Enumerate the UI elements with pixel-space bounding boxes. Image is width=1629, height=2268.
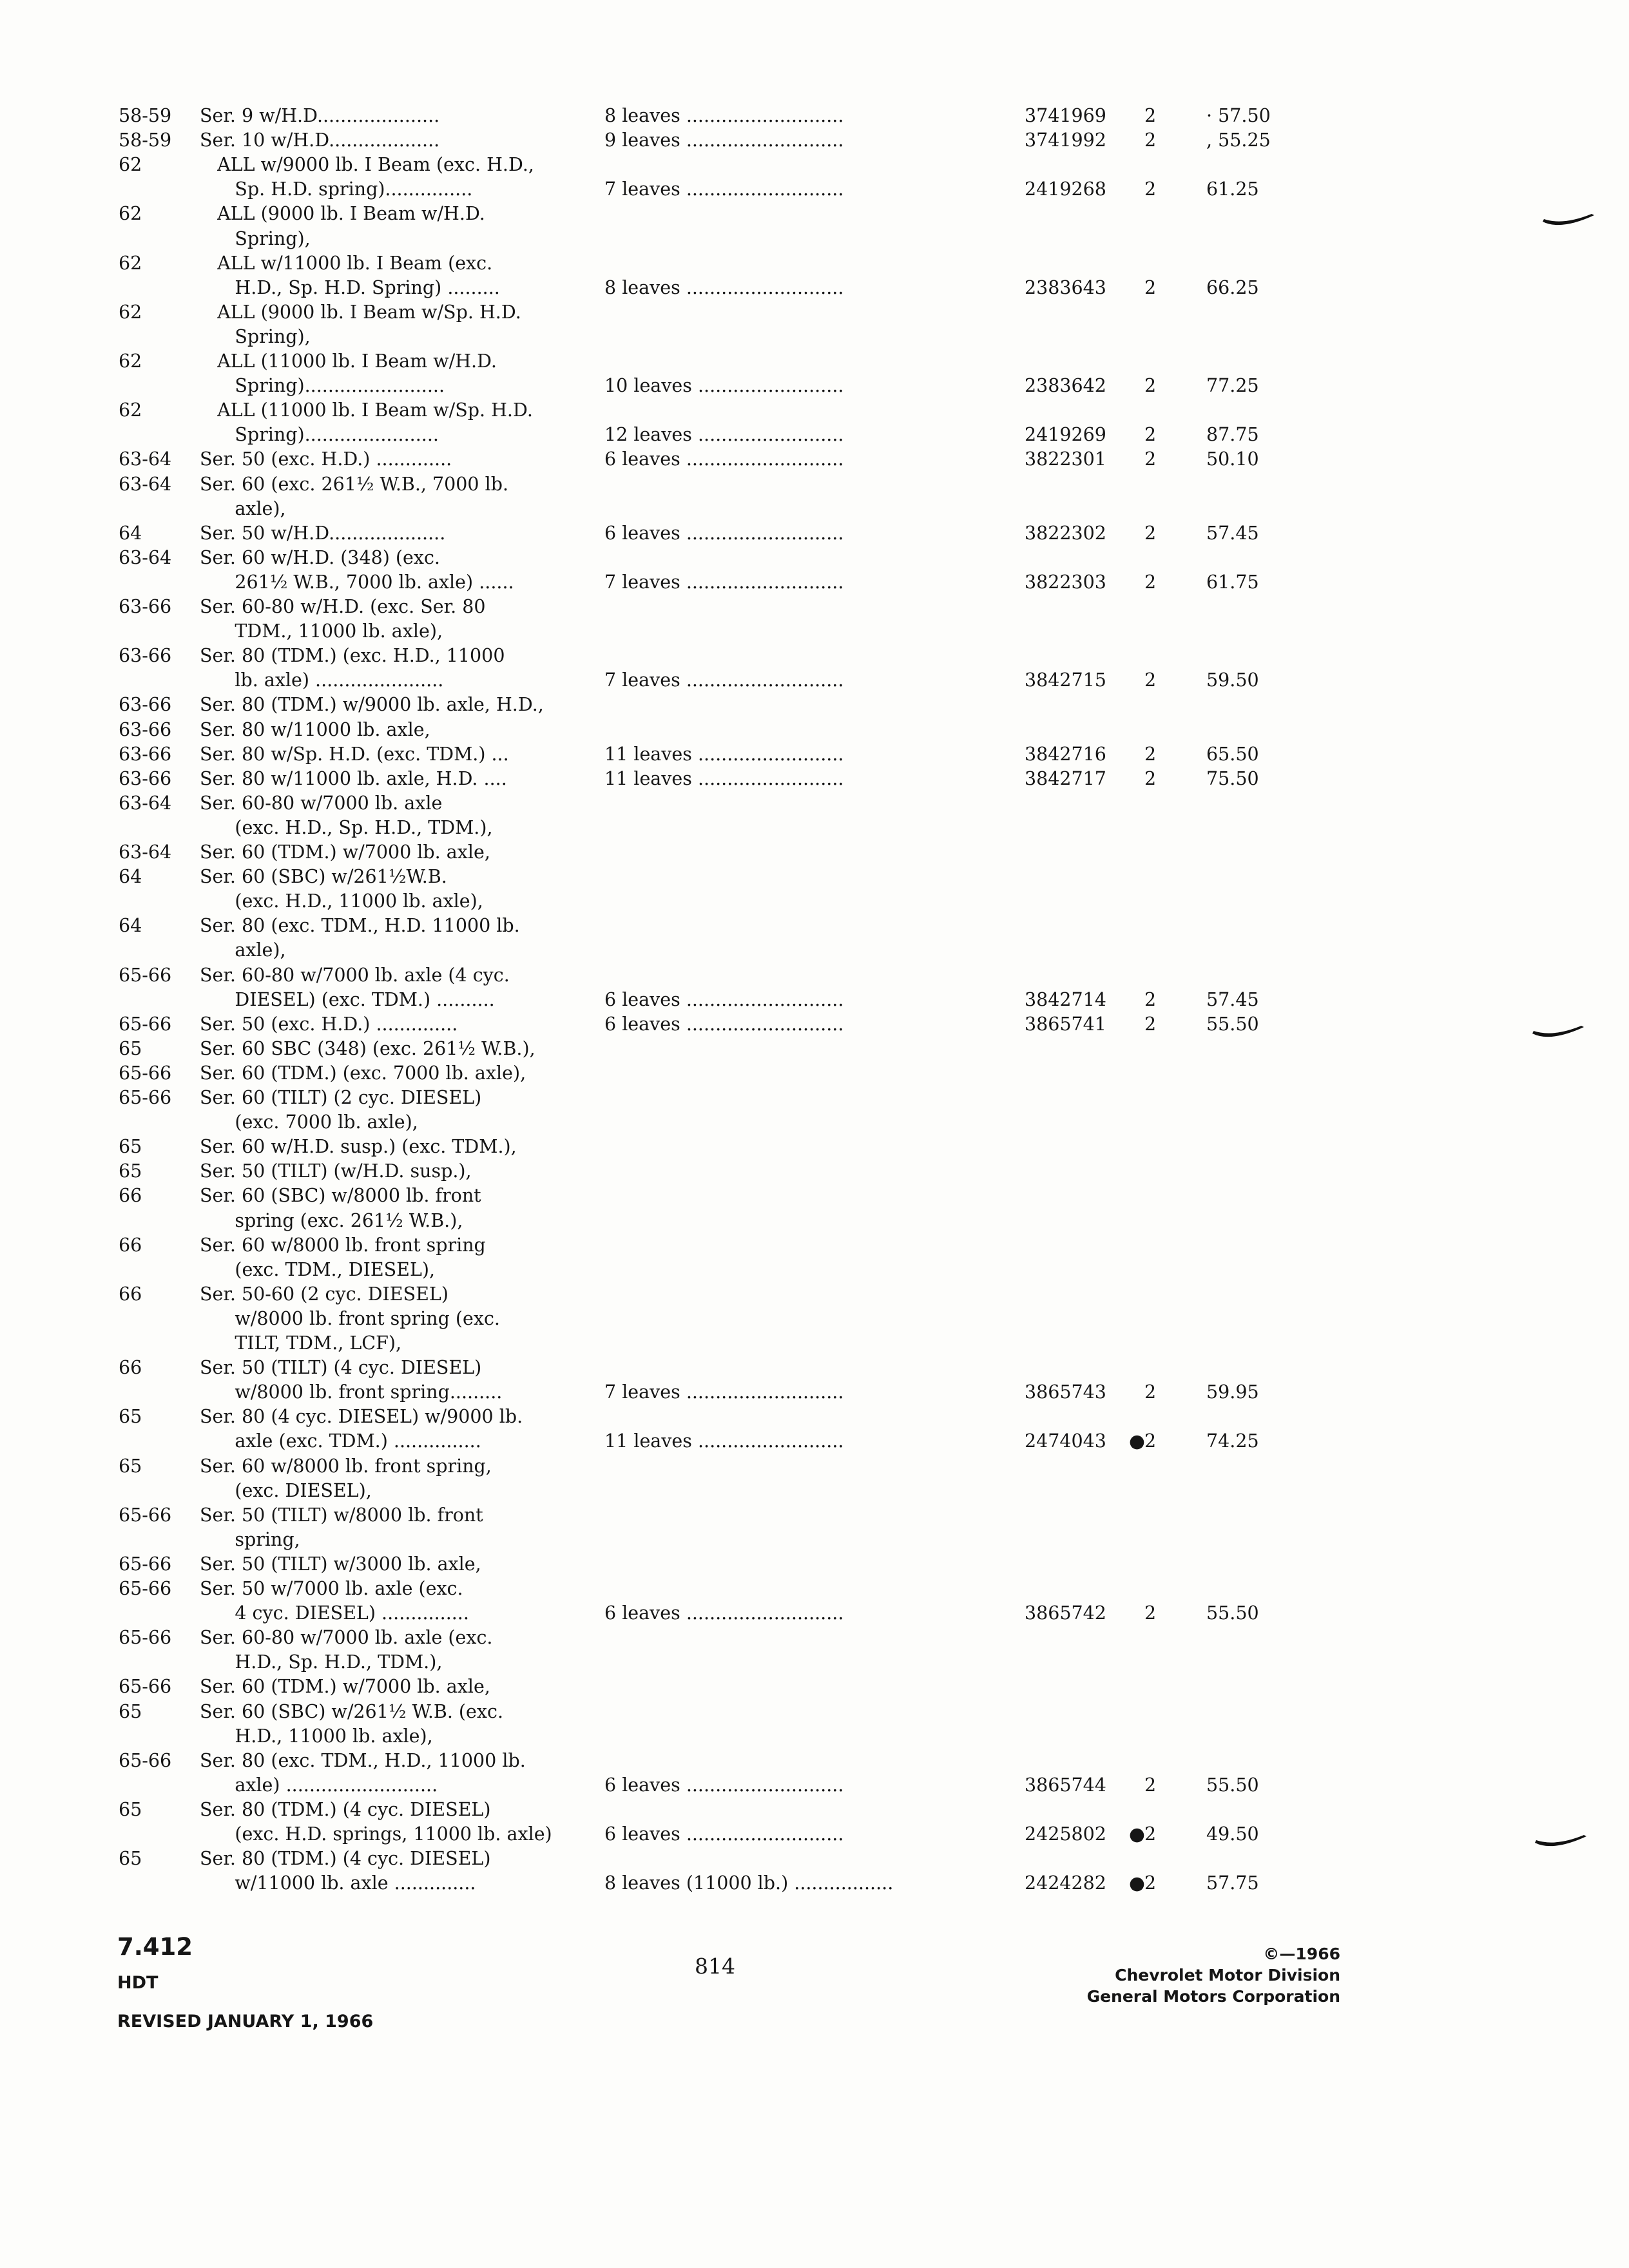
table-row: [0, 1355, 1629, 1381]
application-description: Ser. 50 (exc. H.D.) ..............: [200, 1014, 458, 1035]
application-description: ALL (11000 lb. I Beam w/Sp. H.D.: [200, 399, 533, 421]
model-year: 66: [119, 1283, 142, 1305]
list-price: 61.25: [1206, 178, 1259, 200]
model-year: 65: [119, 1160, 142, 1182]
application-description: Ser. 60-80 w/7000 lb. axle (exc.: [200, 1627, 493, 1648]
application-description: DIESEL) (exc. TDM.) ..........: [200, 989, 495, 1010]
application-description: H.D., Sp. H.D., TDM.),: [200, 1651, 443, 1673]
list-price: 55.50: [1206, 1774, 1259, 1796]
leaf-spec: 12 leaves .........................: [604, 424, 844, 445]
table-row: [0, 1870, 1629, 1896]
application-description: axle (exc. TDM.) ...............: [200, 1430, 481, 1452]
application-description: Spring).......................: [200, 424, 439, 445]
leaf-spec: 6 leaves ...........................: [604, 1774, 844, 1796]
application-description: 261½ W.B., 7000 lb. axle) ......: [200, 572, 514, 593]
application-description: Ser. 60 w/H.D. (348) (exc.: [200, 547, 440, 568]
quantity: 2: [1144, 1381, 1157, 1403]
margin-tick-mark: [1534, 1834, 1588, 1857]
table-row: [0, 1331, 1629, 1356]
application-description: Ser. 60-80 w/7000 lb. axle: [200, 793, 443, 814]
list-price: 57.45: [1206, 989, 1259, 1010]
leaf-spec: 6 leaves ...........................: [604, 448, 844, 470]
table-row: [0, 1748, 1629, 1774]
application-description: (exc. DIESEL),: [200, 1480, 372, 1501]
page-number: 814: [695, 1954, 735, 1979]
table-row: [0, 987, 1629, 1013]
table-row: [0, 398, 1629, 423]
application-description: ALL (9000 lb. I Beam w/Sp. H.D.: [200, 302, 521, 323]
model-year: 65: [119, 1406, 142, 1427]
model-year: 65-66: [119, 1087, 172, 1108]
quantity: 2: [1144, 130, 1157, 151]
application-description: Ser. 80 (TDM.) w/9000 lb. axle, H.D.,: [200, 694, 544, 715]
leaf-spec: 11 leaves .........................: [604, 768, 844, 789]
table-row: [0, 1773, 1629, 1798]
model-year: 58-59: [119, 130, 172, 151]
leaf-spec: 8 leaves ...........................: [604, 277, 844, 298]
copyright: ©—1966: [1263, 1945, 1340, 1963]
table-row: [0, 300, 1629, 325]
list-price: 66.25: [1206, 277, 1259, 298]
leaf-spec: 8 leaves ...........................: [604, 105, 844, 126]
publisher-block: [1031, 1943, 1340, 2007]
application-description: Ser. 50 (TILT) (4 cyc. DIESEL): [200, 1357, 482, 1378]
part-number: 2419269: [1025, 424, 1106, 445]
table-row: [0, 1134, 1629, 1160]
table-row: [0, 152, 1629, 178]
application-description: H.D., 11000 lb. axle),: [200, 1725, 433, 1747]
quantity: 2: [1144, 572, 1157, 593]
model-year: 65: [119, 1799, 142, 1820]
list-price: 87.75: [1206, 424, 1259, 445]
model-year: 65-66: [119, 1062, 172, 1084]
model-year: 65: [119, 1038, 142, 1059]
list-price: 77.25: [1206, 375, 1259, 396]
application-description: 4 cyc. DIESEL) ...............: [200, 1602, 469, 1624]
application-description: ALL w/9000 lb. I Beam (exc. H.D.,: [200, 154, 534, 175]
quantity: 2: [1144, 178, 1157, 200]
list-price: 57.75: [1206, 1872, 1259, 1894]
application-description: spring,: [200, 1529, 300, 1550]
model-year: 64: [119, 523, 142, 544]
table-row: [0, 692, 1629, 718]
model-year: 66: [119, 1185, 142, 1206]
application-description: Ser. 60 (SBC) w/261½ W.B. (exc.: [200, 1701, 504, 1722]
list-price: 59.95: [1206, 1381, 1259, 1403]
model-year: 63-66: [119, 719, 172, 740]
application-description: Ser. 80 (TDM.) (4 cyc. DIESEL): [200, 1799, 491, 1820]
table-row: [0, 742, 1629, 767]
leaf-spec: 8 leaves (11000 lb.) .................: [604, 1872, 894, 1894]
model-year: 63-66: [119, 744, 172, 765]
quantity: 2: [1144, 424, 1157, 445]
model-year: 65-66: [119, 1014, 172, 1035]
division-name: Chevrolet Motor Division: [1115, 1966, 1340, 1984]
model-year: 65-66: [119, 1627, 172, 1648]
model-year: 62: [119, 351, 142, 372]
table-row: [0, 324, 1629, 350]
table-row: [0, 1724, 1629, 1749]
application-description: Ser. 80 (TDM.) (exc. H.D., 11000: [200, 645, 505, 666]
application-description: Ser. 60 (TILT) (2 cyc. DIESEL): [200, 1087, 482, 1108]
table-row: [0, 864, 1629, 890]
part-number: 2425802: [1025, 1823, 1106, 1845]
quantity: 2: [1144, 1430, 1157, 1452]
table-row: [0, 1012, 1629, 1037]
margin-tick-mark: [1531, 1024, 1585, 1048]
table-row: [0, 1404, 1629, 1430]
application-description: Ser. 60 (TDM.) w/7000 lb. axle,: [200, 841, 490, 863]
table-row: [0, 1454, 1629, 1479]
application-description: H.D., Sp. H.D. Spring) .........: [200, 277, 500, 298]
application-description: Spring),: [200, 326, 311, 347]
table-row: [0, 226, 1629, 252]
model-year: 66: [119, 1235, 142, 1256]
leaf-spec: 11 leaves .........................: [604, 744, 844, 765]
model-year: 65: [119, 1456, 142, 1477]
application-description: axle),: [200, 498, 286, 519]
application-description: Ser. 80 (TDM.) (4 cyc. DIESEL): [200, 1848, 491, 1869]
part-number: 2383643: [1025, 277, 1106, 298]
part-number: 3822301: [1025, 448, 1106, 470]
application-description: w/8000 lb. front spring (exc.: [200, 1308, 500, 1329]
table-row: [0, 521, 1629, 546]
leaf-spec: 6 leaves ...........................: [604, 989, 844, 1010]
table-row: [0, 422, 1629, 448]
table-row: [0, 643, 1629, 669]
model-year: 64: [119, 915, 142, 936]
table-row: [0, 1257, 1629, 1283]
table-row: [0, 1061, 1629, 1086]
table-row: [0, 472, 1629, 497]
application-description: Ser. 50 (exc. H.D.) .............: [200, 448, 452, 470]
quantity: 2: [1144, 1872, 1157, 1894]
application-description: Ser. 60 SBC (348) (exc. 261½ W.B.),: [200, 1038, 535, 1059]
table-row: [0, 1428, 1629, 1454]
part-number: 3842714: [1025, 989, 1106, 1010]
table-row: [0, 177, 1629, 202]
application-description: Sp. H.D. spring)...............: [200, 178, 473, 200]
part-number: 2424282: [1025, 1872, 1106, 1894]
bullet-marker: ●: [1129, 1823, 1145, 1845]
application-description: lb. axle) ......................: [200, 669, 444, 691]
table-row: [0, 668, 1629, 693]
section-code: HDT: [117, 1973, 159, 1993]
model-year: 65-66: [119, 1504, 172, 1526]
table-row: [0, 815, 1629, 841]
table-row: [0, 1600, 1629, 1626]
table-row: [0, 717, 1629, 743]
table-row: [0, 791, 1629, 816]
part-number: 3842716: [1025, 744, 1106, 765]
application-description: Ser. 10 w/H.D...................: [200, 130, 440, 151]
application-description: Ser. 60 w/8000 lb. front spring: [200, 1235, 486, 1256]
quantity: 2: [1144, 105, 1157, 126]
part-number: 3822302: [1025, 523, 1106, 544]
quantity: 2: [1144, 744, 1157, 765]
model-year: 62: [119, 253, 142, 274]
margin-tick-mark: [1541, 213, 1595, 236]
corporation-name: General Motors Corporation: [1086, 1987, 1340, 2006]
table-row: [0, 103, 1629, 129]
table-row: [0, 1649, 1629, 1675]
table-row: [0, 1699, 1629, 1725]
list-price: 50.10: [1206, 448, 1259, 470]
list-price: 55.50: [1206, 1014, 1259, 1035]
application-description: Ser. 80 w/11000 lb. axle, H.D. ....: [200, 768, 507, 789]
list-price: 57.45: [1206, 523, 1259, 544]
table-row: [0, 619, 1629, 644]
list-price: 59.50: [1206, 669, 1259, 691]
model-year: 58-59: [119, 105, 172, 126]
application-description: Ser. 60-80 w/H.D. (exc. Ser. 80: [200, 596, 486, 617]
model-year: 63-64: [119, 547, 172, 568]
table-row: [0, 1233, 1629, 1258]
application-description: Ser. 50 (TILT) w/8000 lb. front: [200, 1504, 483, 1526]
model-year: 63-66: [119, 694, 172, 715]
quantity: 2: [1144, 1823, 1157, 1845]
model-year: 63-64: [119, 841, 172, 863]
part-number: 2419268: [1025, 178, 1106, 200]
leaf-spec: 11 leaves .........................: [604, 1430, 844, 1452]
table-row: [0, 840, 1629, 865]
list-price: 75.50: [1206, 768, 1259, 789]
model-year: 66: [119, 1357, 142, 1378]
table-row: [0, 937, 1629, 963]
quantity: 2: [1144, 768, 1157, 789]
application-description: Ser. 80 w/Sp. H.D. (exc. TDM.) ...: [200, 744, 509, 765]
application-description: Ser. 80 (exc. TDM., H.D. 11000 lb.: [200, 915, 520, 936]
leaf-spec: 7 leaves ...........................: [604, 178, 844, 200]
model-year: 65: [119, 1701, 142, 1722]
table-row: [0, 1183, 1629, 1209]
application-description: axle),: [200, 939, 286, 961]
table-row: [0, 128, 1629, 153]
application-description: TILT, TDM., LCF),: [200, 1332, 402, 1354]
leaf-spec: 9 leaves ...........................: [604, 130, 844, 151]
section-number: 7.412: [117, 1933, 193, 1961]
quantity: 2: [1144, 1014, 1157, 1035]
table-row: [0, 201, 1629, 227]
list-price: 74.25: [1206, 1430, 1259, 1452]
application-description: ALL (9000 lb. I Beam w/H.D.: [200, 203, 485, 224]
table-row: [0, 496, 1629, 522]
model-year: 65: [119, 1848, 142, 1869]
application-description: Ser. 60 (TDM.) w/7000 lb. axle,: [200, 1676, 490, 1697]
leaf-spec: 6 leaves ...........................: [604, 1823, 844, 1845]
application-description: Ser. 50 (TILT) w/3000 lb. axle,: [200, 1553, 481, 1575]
part-number: 3741969: [1025, 105, 1106, 126]
model-year: 65: [119, 1136, 142, 1157]
application-description: Ser. 50-60 (2 cyc. DIESEL): [200, 1283, 448, 1305]
part-number: 3865744: [1025, 1774, 1106, 1796]
leaf-spec: 7 leaves ...........................: [604, 572, 844, 593]
leaf-spec: 6 leaves ...........................: [604, 1014, 844, 1035]
leaf-spec: 10 leaves .........................: [604, 375, 844, 396]
application-description: (exc. 7000 lb. axle),: [200, 1111, 418, 1133]
model-year: 65-66: [119, 1676, 172, 1697]
list-price: , 55.25: [1206, 130, 1271, 151]
quantity: 2: [1144, 523, 1157, 544]
table-row: [0, 1085, 1629, 1111]
application-description: Ser. 60 (TDM.) (exc. 7000 lb. axle),: [200, 1062, 526, 1084]
table-row: [0, 349, 1629, 374]
application-description: Ser. 80 (4 cyc. DIESEL) w/9000 lb.: [200, 1406, 523, 1427]
model-year: 63-66: [119, 645, 172, 666]
table-row: [0, 1208, 1629, 1234]
table-row: [0, 1036, 1629, 1062]
application-description: Ser. 9 w/H.D.....................: [200, 105, 440, 126]
part-number: 3822303: [1025, 572, 1106, 593]
part-number: 3741992: [1025, 130, 1106, 151]
application-description: Ser. 50 w/7000 lb. axle (exc.: [200, 1578, 463, 1599]
application-description: Ser. 50 (TILT) (w/H.D. susp.),: [200, 1160, 472, 1182]
list-price: 55.50: [1206, 1602, 1259, 1624]
table-row: [0, 275, 1629, 301]
application-description: axle) ..........................: [200, 1774, 438, 1796]
part-number: 3865742: [1025, 1602, 1106, 1624]
model-year: 62: [119, 154, 142, 175]
table-row: [0, 1306, 1629, 1332]
table-row: [0, 1552, 1629, 1577]
revision-date: REVISED JANUARY 1, 1966: [117, 2012, 374, 2032]
quantity: 2: [1144, 989, 1157, 1010]
table-row: [0, 373, 1629, 399]
quantity: 2: [1144, 1774, 1157, 1796]
application-description: Ser. 60 (SBC) w/8000 lb. front: [200, 1185, 481, 1206]
model-year: 63-66: [119, 596, 172, 617]
table-row: [0, 963, 1629, 988]
table-row: [0, 545, 1629, 571]
application-description: Ser. 80 (exc. TDM., H.D., 11000 lb.: [200, 1750, 526, 1771]
application-description: ALL w/11000 lb. I Beam (exc.: [200, 253, 493, 274]
table-row: [0, 1821, 1629, 1847]
quantity: 2: [1144, 669, 1157, 691]
application-description: (exc. H.D., 11000 lb. axle),: [200, 890, 483, 912]
table-row: [0, 1503, 1629, 1528]
application-description: (exc. TDM., DIESEL),: [200, 1259, 436, 1280]
table-row: [0, 1797, 1629, 1823]
leaf-spec: 6 leaves ...........................: [604, 1602, 844, 1624]
list-price: 61.75: [1206, 572, 1259, 593]
list-price: 65.50: [1206, 744, 1259, 765]
model-year: 62: [119, 203, 142, 224]
application-description: Ser. 50 w/H.D....................: [200, 523, 446, 544]
part-number: 2383642: [1025, 375, 1106, 396]
table-row: [0, 251, 1629, 276]
application-description: w/11000 lb. axle ..............: [200, 1872, 476, 1894]
leaf-spec: 7 leaves ...........................: [604, 1381, 844, 1403]
application-description: (exc. H.D. springs, 11000 lb. axle): [200, 1823, 552, 1845]
model-year: 65-66: [119, 1578, 172, 1599]
application-description: spring (exc. 261½ W.B.),: [200, 1210, 463, 1231]
table-row: [0, 1158, 1629, 1184]
part-number: 3842715: [1025, 669, 1106, 691]
table-row: [0, 594, 1629, 620]
leaf-spec: 7 leaves ...........................: [604, 669, 844, 691]
application-description: Ser. 60 w/H.D. susp.) (exc. TDM.),: [200, 1136, 517, 1157]
application-description: Ser. 60-80 w/7000 lb. axle (4 cyc.: [200, 965, 510, 986]
model-year: 63-64: [119, 793, 172, 814]
model-year: 63-64: [119, 448, 172, 470]
table-row: [0, 1379, 1629, 1405]
application-description: TDM., 11000 lb. axle),: [200, 620, 443, 642]
part-number: 3865741: [1025, 1014, 1106, 1035]
application-description: ALL (11000 lb. I Beam w/H.D.: [200, 351, 497, 372]
part-number: 2474043: [1025, 1430, 1106, 1452]
bullet-marker: ●: [1129, 1872, 1145, 1894]
model-year: 64: [119, 866, 142, 887]
table-row: [0, 913, 1629, 939]
quantity: 2: [1144, 448, 1157, 470]
quantity: 2: [1144, 375, 1157, 396]
application-description: Spring)........................: [200, 375, 445, 396]
application-description: w/8000 lb. front spring.........: [200, 1381, 503, 1403]
table-row: [0, 1110, 1629, 1135]
application-description: Ser. 80 w/11000 lb. axle,: [200, 719, 430, 740]
table-row: [0, 570, 1629, 595]
table-row: [0, 1576, 1629, 1602]
application-description: Ser. 60 (exc. 261½ W.B., 7000 lb.: [200, 474, 509, 495]
model-year: 65-66: [119, 1553, 172, 1575]
part-number: 3842717: [1025, 768, 1106, 789]
table-row: [0, 1478, 1629, 1504]
model-year: 63-64: [119, 474, 172, 495]
quantity: 2: [1144, 277, 1157, 298]
table-row: [0, 1282, 1629, 1307]
model-year: 65-66: [119, 1750, 172, 1771]
quantity: 2: [1144, 1602, 1157, 1624]
list-price: 49.50: [1206, 1823, 1259, 1845]
table-row: [0, 1625, 1629, 1651]
table-row: [0, 1674, 1629, 1700]
part-number: 3865743: [1025, 1381, 1106, 1403]
model-year: 62: [119, 399, 142, 421]
application-description: (exc. H.D., Sp. H.D., TDM.),: [200, 817, 493, 838]
table-row: [0, 766, 1629, 792]
application-description: Ser. 60 w/8000 lb. front spring,: [200, 1456, 492, 1477]
application-description: Spring),: [200, 228, 311, 249]
table-row: [0, 447, 1629, 472]
model-year: 63-66: [119, 768, 172, 789]
table-row: [0, 1527, 1629, 1553]
leaf-spec: 6 leaves ...........................: [604, 523, 844, 544]
application-description: Ser. 60 (SBC) w/261½W.B.: [200, 866, 447, 887]
list-price: · 57.50: [1206, 105, 1271, 126]
model-year: 62: [119, 302, 142, 323]
table-row: [0, 889, 1629, 914]
table-row: [0, 1846, 1629, 1872]
model-year: 65-66: [119, 965, 172, 986]
bullet-marker: ●: [1129, 1430, 1145, 1452]
